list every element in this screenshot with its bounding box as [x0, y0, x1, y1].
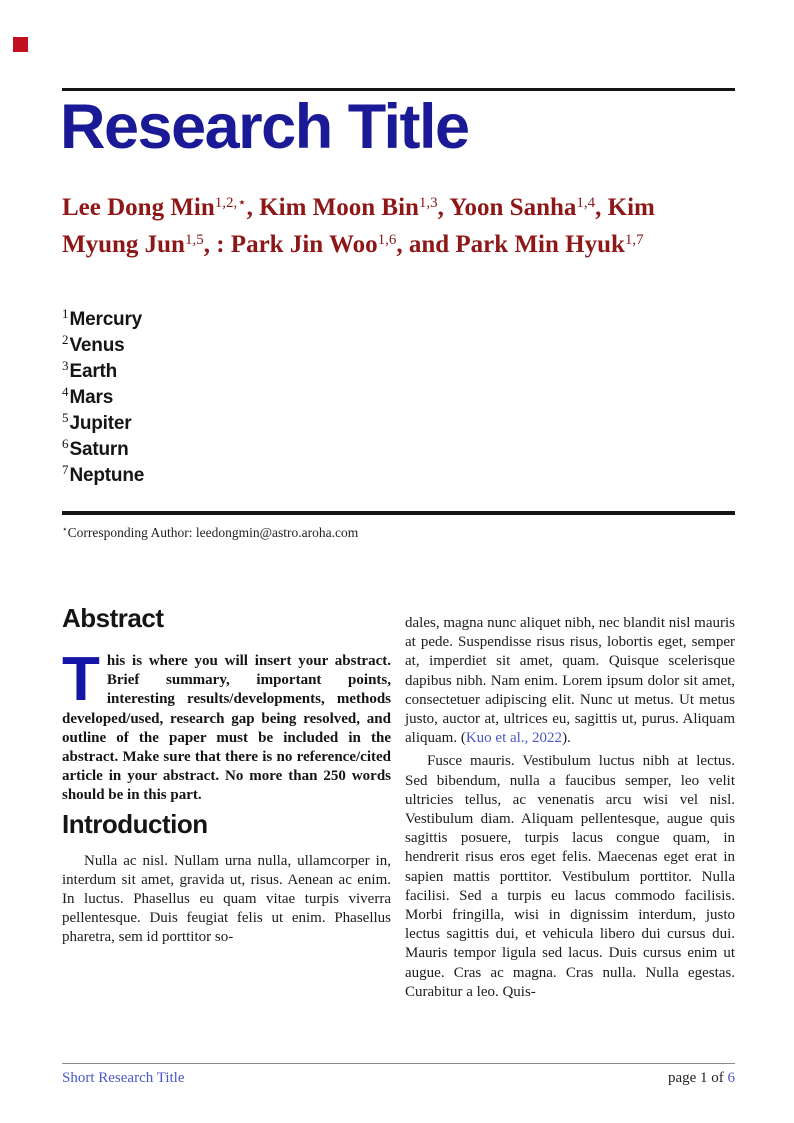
footer-rule — [62, 1063, 735, 1064]
affiliation-item — [62, 384, 144, 409]
author-name-text: , and Park Min Hyuk — [396, 231, 625, 258]
affiliation-number: 4 — [62, 384, 69, 399]
footnote-marker: ⋆ — [62, 524, 68, 534]
dropcap-letter: T — [62, 645, 100, 714]
abstract-paragraph — [62, 645, 391, 806]
affiliation-number: 5 — [62, 410, 69, 425]
mid-rule — [62, 511, 735, 515]
logo-mark — [13, 37, 28, 52]
page-label: page 1 of — [667, 1070, 728, 1086]
author-name-text: , Kim Myung Jun — [62, 194, 655, 258]
affiliation-name: Neptune — [69, 465, 145, 486]
author-name-text: Lee Dong Min — [62, 194, 215, 221]
paragraph-text: dales, magna nunc aliquet nibh, nec blandit nisl mauris at pede. Suspendisse risus risus, lobortis eget, semper at, imperdiet sit amet, quam. Quisque scelerisque dapibus nibh. Nam enim. Lorem ipsum dolor sit amet, consectetuer adipiscing elit. Nunc ut metus. Ut metus justo, auctor at, ultrices eu, sagittis ut, purus. Aliquam aliquam. ( — [405, 615, 735, 747]
two-column-body — [62, 600, 735, 1002]
right-column — [405, 600, 735, 1002]
introduction-heading: Introduction — [62, 808, 208, 839]
affiliation-name: Earth — [69, 361, 118, 382]
author-name-text: , Kim Moon Bin — [246, 194, 419, 221]
affiliation-list — [62, 306, 145, 491]
affiliation-name: Venus — [69, 335, 125, 356]
affiliation-name: Mercury — [69, 309, 143, 330]
author-list — [62, 189, 722, 263]
affiliation-item — [62, 410, 144, 435]
affiliation-number: 1 — [62, 306, 69, 321]
author-name-text: , Yoon Sanha — [437, 194, 577, 221]
paragraph-text-after-citation: ). — [562, 730, 571, 747]
author-affiliation-superscript: 1,2,⋆ — [214, 195, 247, 211]
body-paragraph-two: Fusce mauris. Vestibulum luctus nibh at lectus. Sed bibendum, nulla a faucibus semper, leo velit ultricies tellus, ac venenatis arcu wisi vel nisl. Vestibulum diam. Aliquam pellentesque, augue quis sagittis posuere, turpis lacus congue quam, in hendrerit risus eros eget felis. Maecenas eget erat in sapien mattis porttitor. Vestibulum porttitor. Nulla facilisi. Sed a turpis eu lacus commodo facilisis. Morbi fringilla, wisi in dignissim interdum, justo lectus sagittis dui, et vehicula libero dui cursus dui. Mauris tempor ligula sed lacus. Duis cursus enim ut augue. Cras ac magna. Cras nulla. Nulla egestas. Curabitur a leo. Quis- — [405, 753, 735, 1000]
running-title-link[interactable]: Short Research Title — [62, 1070, 185, 1086]
author-affiliation-superscript: 1,3 — [418, 195, 438, 211]
top-rule — [62, 88, 735, 91]
affiliation-name: Saturn — [69, 439, 129, 460]
affiliation-name: Mars — [69, 387, 114, 408]
affiliation-item — [62, 358, 144, 383]
abstract-text: his is where you will insert your abstract. Brief summary, important points, interesting results/developments, methods developed/used, research gap being resolved, and outline of the paper must be included in the abstract. Make sure that there is no reference/cited article in your abstract. No more than 250 words should be in this part. — [62, 653, 391, 804]
author-affiliation-superscript: 1,5 — [184, 232, 204, 248]
affiliation-item — [62, 332, 144, 357]
citation-link[interactable]: Kuo et al., 2022 — [465, 730, 563, 747]
left-column — [62, 600, 391, 1002]
affiliation-number: 6 — [62, 436, 69, 451]
author-affiliation-superscript: 1,7 — [624, 232, 644, 248]
corresponding-author-note — [62, 524, 358, 541]
paper-title: Research Title — [60, 92, 469, 162]
footnote-text: Corresponding Author: leedongmin@astro.aroha.com — [67, 525, 359, 540]
affiliation-item — [62, 462, 145, 487]
affiliation-number: 3 — [62, 358, 69, 373]
page-indicator — [668, 1070, 735, 1087]
affiliation-number: 2 — [62, 332, 69, 347]
affiliation-number: 7 — [62, 462, 69, 477]
page-total-link[interactable]: 6 — [727, 1070, 735, 1086]
footer — [62, 1070, 735, 1087]
author-affiliation-superscript: 1,4 — [576, 195, 596, 211]
introduction-paragraph: Nulla ac nisl. Nullam urna nulla, ullamcorper in, interdum sit amet, gravida ut, risus. Aenean ac enim. In luctus. Phasellus eu quam vitae turpis viverra pellentesque. Duis feugiat felis ut enim. Phasellus pharetra, sem id porttitor so- — [62, 852, 391, 946]
affiliation-name: Jupiter — [69, 413, 132, 434]
author-affiliation-superscript: 1,6 — [377, 232, 397, 248]
continuation-paragraph — [405, 614, 735, 748]
abstract-heading: Abstract — [62, 603, 164, 633]
affiliation-item — [62, 306, 144, 331]
affiliation-item — [62, 436, 144, 461]
author-name-text: , : Park Jin Woo — [203, 231, 378, 258]
